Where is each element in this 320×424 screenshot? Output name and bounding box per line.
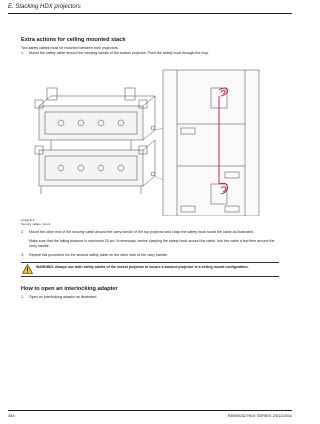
running-header: E. Stacking HDX projectors <box>8 4 81 10</box>
section-title: Extra actions for ceiling mounted stack <box>21 37 126 43</box>
warning-text: WARNING: Always use both safety cables of the lowest projector to secure a stacked projector in a ceiling mount configuration. <box>36 265 249 269</box>
step-number: 2. <box>21 230 24 234</box>
step-text: Repeat this procedure for the second safety cable on the other side of the carry handle. <box>29 253 168 257</box>
step-1 <box>21 51 279 56</box>
step-2-note: Make sure that the falling distance is maximum 20 cm. If necessary, before clasping the safety hook around the cable, turn the cable a few time around the carry handle. <box>29 239 275 248</box>
step-3 <box>21 253 279 258</box>
document-info: R5905032 HDX SERIES 23/11/2011 <box>227 413 292 418</box>
security-cable-illustration <box>21 66 277 216</box>
page-number: 344 <box>8 413 15 418</box>
step-text: Open an interlocking adaptor as illustrated. <box>29 295 98 299</box>
warning-rule-top <box>21 262 279 263</box>
step-number: 1. <box>21 51 24 55</box>
step-2 <box>21 230 279 235</box>
section-title-2: How to open an interlocking adapter <box>21 286 118 292</box>
cable-detail-drawing <box>163 70 259 216</box>
step-text: Mount the safety cable around the carrying handle of the bottom projector. Push the safety hook through the loop. <box>29 51 210 55</box>
footer-rule <box>8 410 292 411</box>
intro-paragraph: Two safety cables must be mounted between both projectors. <box>21 46 119 50</box>
stacked-projectors-drawing <box>35 88 163 194</box>
step-text: Mount the other end of the security cable around the carry handle of the top projector and clasp the safety hook round the cable as illustrated. <box>29 230 254 234</box>
warning-triangle-icon <box>22 264 33 274</box>
header-rule <box>8 13 292 14</box>
warning-box <box>21 262 279 277</box>
figure-caption: Security cables, mount <box>21 222 51 226</box>
section2-step-1 <box>21 295 279 300</box>
step-number: 1. <box>21 295 24 299</box>
figure-label: Image E-4 <box>21 218 35 222</box>
step-number: 3. <box>21 253 24 257</box>
warning-rule-bottom <box>21 276 279 277</box>
